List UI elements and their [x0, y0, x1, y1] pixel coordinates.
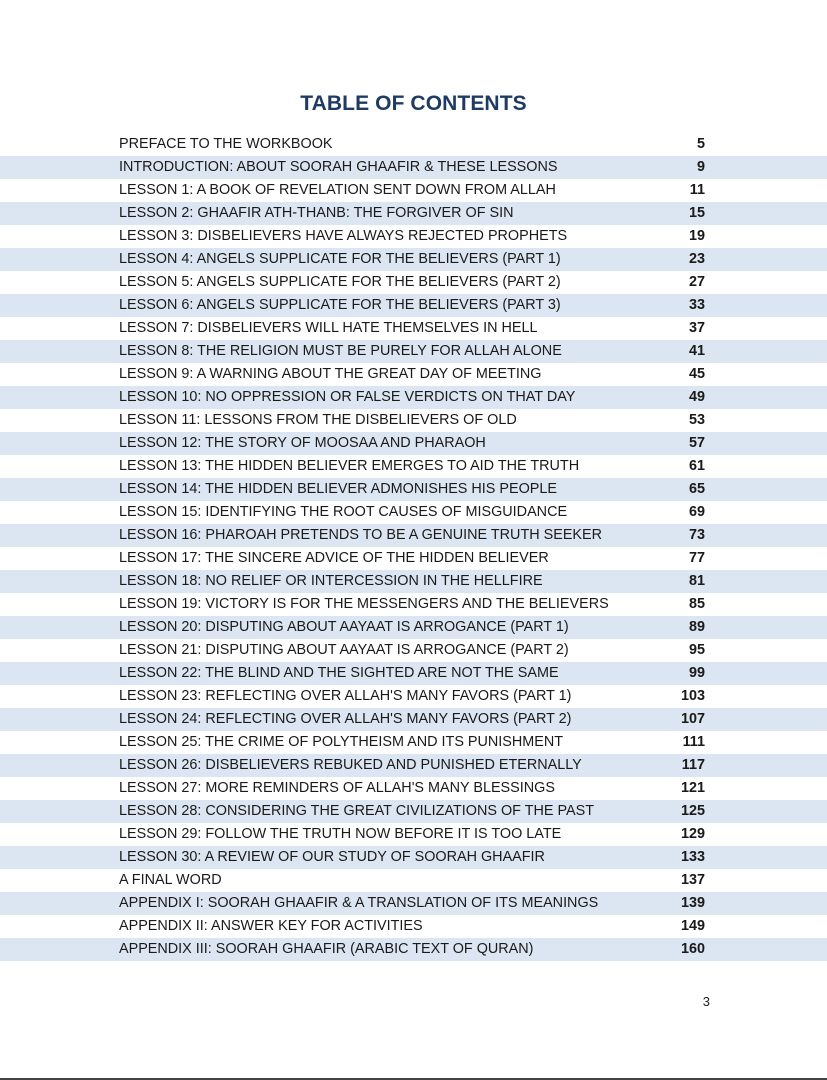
toc-entry-page-number: 107: [680, 711, 705, 727]
toc-entry-title: LESSON 18: NO RELIEF OR INTERCESSION IN THE HELLFIRE: [119, 573, 543, 589]
toc-entry[interactable]: [0, 800, 827, 823]
toc-entry-page-number: 45: [688, 366, 705, 382]
toc-entry[interactable]: [0, 524, 827, 547]
toc-entry[interactable]: [0, 846, 827, 869]
toc-entry-title: LESSON 19: VICTORY IS FOR THE MESSENGERS AND THE BELIEVERS: [119, 596, 609, 612]
toc-entry-title: LESSON 26: DISBELIEVERS REBUKED AND PUNISHED ETERNALLY: [119, 757, 582, 773]
toc-entry[interactable]: [0, 869, 827, 892]
toc-entry[interactable]: [0, 570, 827, 593]
toc-entry[interactable]: [0, 662, 827, 685]
toc-entry-page-number: 49: [688, 389, 705, 405]
toc-entry-title: LESSON 3: DISBELIEVERS HAVE ALWAYS REJECTED PROPHETS: [119, 228, 568, 244]
toc-entry[interactable]: [0, 133, 827, 156]
toc-entry[interactable]: [0, 593, 827, 616]
toc-entry-page-number: 133: [680, 849, 705, 865]
toc-entry[interactable]: [0, 409, 827, 432]
toc-entry[interactable]: [0, 915, 827, 938]
toc-entry-title: APPENDIX III: SOORAH GHAAFIR (ARABIC TEXT OF QURAN): [119, 941, 534, 957]
toc-entry-title: A FINAL WORD: [119, 872, 222, 888]
toc-entry-page-number: 89: [688, 619, 705, 635]
toc-entry-title: LESSON 16: PHAROAH PRETENDS TO BE A GENUINE TRUTH SEEKER: [119, 527, 603, 543]
toc-entry-page-number: 41: [688, 343, 705, 359]
toc-entry[interactable]: [0, 823, 827, 846]
toc-entry-page-number: 149: [680, 918, 705, 934]
toc-entry[interactable]: [0, 271, 827, 294]
toc-entry[interactable]: [0, 938, 827, 961]
toc-entry-title: LESSON 5: ANGELS SUPPLICATE FOR THE BELIEVERS (PART 2): [119, 274, 561, 290]
toc-entry-title: LESSON 7: DISBELIEVERS WILL HATE THEMSELVES IN HELL: [119, 320, 538, 336]
toc-entry-page-number: 5: [696, 136, 705, 152]
toc-entry-page-number: 111: [682, 734, 705, 750]
toc-entry[interactable]: [0, 363, 827, 386]
table-of-contents: [0, 133, 827, 961]
toc-entry-page-number: 19: [688, 228, 705, 244]
toc-entry-title: LESSON 1: A BOOK OF REVELATION SENT DOWN FROM ALLAH: [119, 182, 556, 198]
toc-entry-page-number: 9: [696, 159, 705, 175]
toc-entry[interactable]: [0, 547, 827, 570]
toc-entry-page-number: 85: [688, 596, 705, 612]
toc-entry[interactable]: [0, 478, 827, 501]
toc-entry-title: APPENDIX I: SOORAH GHAAFIR & A TRANSLATION OF ITS MEANINGS: [119, 895, 599, 911]
toc-entry[interactable]: [0, 777, 827, 800]
toc-entry[interactable]: [0, 501, 827, 524]
toc-entry-title: LESSON 28: CONSIDERING THE GREAT CIVILIZATIONS OF THE PAST: [119, 803, 594, 819]
toc-entry[interactable]: [0, 386, 827, 409]
toc-entry[interactable]: [0, 317, 827, 340]
toc-entry-title: LESSON 25: THE CRIME OF POLYTHEISM AND ITS PUNISHMENT: [119, 734, 564, 750]
toc-entry[interactable]: [0, 708, 827, 731]
toc-entry-title: LESSON 4: ANGELS SUPPLICATE FOR THE BELIEVERS (PART 1): [119, 251, 561, 267]
toc-entry-page-number: 99: [688, 665, 705, 681]
toc-entry[interactable]: [0, 294, 827, 317]
toc-entry[interactable]: [0, 432, 827, 455]
toc-entry-title: LESSON 24: REFLECTING OVER ALLAH'S MANY FAVORS (PART 2): [119, 711, 572, 727]
toc-entry-title: LESSON 27: MORE REMINDERS OF ALLAH'S MANY BLESSINGS: [119, 780, 555, 796]
toc-entry-page-number: 117: [681, 757, 705, 773]
page-number: 3: [702, 994, 710, 1009]
toc-entry[interactable]: [0, 156, 827, 179]
toc-entry-page-number: 73: [688, 527, 705, 543]
toc-entry-title: LESSON 22: THE BLIND AND THE SIGHTED ARE NOT THE SAME: [119, 665, 559, 681]
toc-entry-title: LESSON 15: IDENTIFYING THE ROOT CAUSES OF MISGUIDANCE: [119, 504, 568, 520]
toc-entry[interactable]: [0, 616, 827, 639]
toc-entry-page-number: 160: [680, 941, 705, 957]
toc-entry-title: LESSON 14: THE HIDDEN BELIEVER ADMONISHES HIS PEOPLE: [119, 481, 557, 497]
toc-entry-title: LESSON 10: NO OPPRESSION OR FALSE VERDICTS ON THAT DAY: [119, 389, 576, 405]
toc-entry[interactable]: [0, 685, 827, 708]
toc-entry-title: LESSON 20: DISPUTING ABOUT AAYAAT IS ARROGANCE (PART 1): [119, 619, 569, 635]
toc-entry[interactable]: [0, 179, 827, 202]
toc-entry-page-number: 77: [688, 550, 705, 566]
toc-entry-title: LESSON 8: THE RELIGION MUST BE PURELY FOR ALLAH ALONE: [119, 343, 562, 359]
toc-entry-title: LESSON 30: A REVIEW OF OUR STUDY OF SOORAH GHAAFIR: [119, 849, 545, 865]
toc-entry-page-number: 15: [688, 205, 705, 221]
toc-entry[interactable]: [0, 892, 827, 915]
toc-entry-page-number: 65: [688, 481, 705, 497]
toc-entry[interactable]: [0, 202, 827, 225]
toc-entry-page-number: 23: [688, 251, 705, 267]
toc-entry-page-number: 121: [680, 780, 705, 796]
toc-entry[interactable]: [0, 455, 827, 478]
toc-entry-page-number: 33: [688, 297, 705, 313]
toc-entry-title: LESSON 9: A WARNING ABOUT THE GREAT DAY OF MEETING: [119, 366, 542, 382]
toc-entry[interactable]: [0, 248, 827, 271]
toc-entry-title: LESSON 23: REFLECTING OVER ALLAH'S MANY FAVORS (PART 1): [119, 688, 572, 704]
toc-entry[interactable]: [0, 225, 827, 248]
toc-entry-page-number: 61: [688, 458, 705, 474]
toc-entry-title: LESSON 13: THE HIDDEN BELIEVER EMERGES TO AID THE TRUTH: [119, 458, 580, 474]
toc-entry[interactable]: [0, 731, 827, 754]
toc-entry-title: LESSON 6: ANGELS SUPPLICATE FOR THE BELIEVERS (PART 3): [119, 297, 561, 313]
toc-entry-page-number: 95: [688, 642, 705, 658]
toc-entry-page-number: 129: [680, 826, 705, 842]
toc-entry[interactable]: [0, 639, 827, 662]
toc-entry-title: INTRODUCTION: ABOUT SOORAH GHAAFIR & THESE LESSONS: [119, 159, 558, 175]
toc-entry-page-number: 57: [688, 435, 705, 451]
toc-entry-page-number: 27: [688, 274, 705, 290]
toc-entry-page-number: 139: [680, 895, 705, 911]
toc-entry-title: LESSON 21: DISPUTING ABOUT AAYAAT IS ARROGANCE (PART 2): [119, 642, 569, 658]
toc-entry-title: LESSON 29: FOLLOW THE TRUTH NOW BEFORE IT IS TOO LATE: [119, 826, 562, 842]
page-title: TABLE OF CONTENTS: [300, 92, 527, 116]
toc-entry-page-number: 137: [680, 872, 705, 888]
toc-entry[interactable]: [0, 754, 827, 777]
toc-entry-page-number: 81: [688, 573, 705, 589]
toc-entry-page-number: 37: [688, 320, 705, 336]
toc-entry-page-number: 103: [680, 688, 705, 704]
toc-entry-page-number: 11: [689, 182, 705, 198]
toc-entry-page-number: 125: [680, 803, 705, 819]
toc-entry-title: LESSON 17: THE SINCERE ADVICE OF THE HIDDEN BELIEVER: [119, 550, 549, 566]
toc-entry-title: LESSON 12: THE STORY OF MOOSAA AND PHARAOH: [119, 435, 486, 451]
toc-entry-title: PREFACE TO THE WORKBOOK: [119, 136, 333, 152]
toc-entry-title: LESSON 11: LESSONS FROM THE DISBELIEVERS OF OLD: [119, 412, 517, 428]
toc-entry-title: APPENDIX II: ANSWER KEY FOR ACTIVITIES: [119, 918, 423, 934]
toc-entry[interactable]: [0, 340, 827, 363]
toc-entry-title: LESSON 2: GHAAFIR ATH-THANB: THE FORGIVER OF SIN: [119, 205, 514, 221]
toc-entry-page-number: 53: [688, 412, 705, 428]
toc-entry-page-number: 69: [688, 504, 705, 520]
